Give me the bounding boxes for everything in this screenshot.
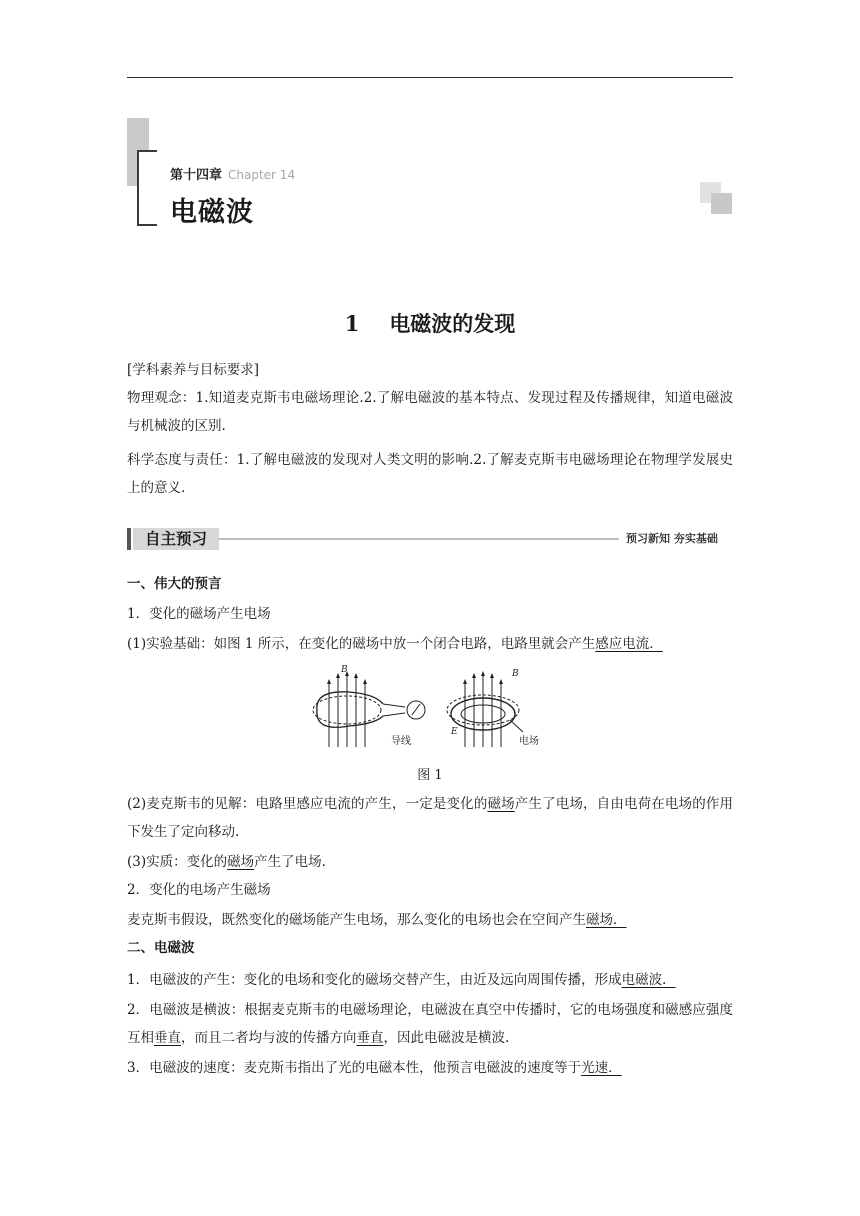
blank-answer: 磁场 xyxy=(487,796,515,812)
part1-sub2: 2．变化的电场产生磁场 xyxy=(127,882,271,898)
figure-label-efield: 电场 xyxy=(519,736,539,747)
section-title xyxy=(0,308,860,338)
blank-answer: 垂直 xyxy=(154,1030,181,1046)
part2-item-3: 3．电磁波的速度：麦克斯韦指出了光的电磁本性，他预言电磁波的速度等于光速． xyxy=(127,1060,622,1076)
maxwell-hypothesis: 麦克斯韦假设，既然变化的磁场能产生电场，那么变化的电场也会在空间产生磁场． xyxy=(127,912,627,928)
figure-label-b-right: B xyxy=(512,669,519,679)
maxwell-view: (2)麦克斯韦的见解：电路里感应电流的产生，一定是变化的磁场产生了电场，自由电荷在电场的作用下发生了定向移动. xyxy=(127,796,734,840)
preview-bar-label: 自主预习 xyxy=(133,528,219,550)
figure-caption: 图 1 xyxy=(417,768,443,783)
chapter-decoration-frame xyxy=(137,150,157,226)
goals-line-2: 科学态度与责任：1.了解电磁波的发现对人类文明的影响.2.了解麦克斯韦电磁场理论在物理学发展史上的意义. xyxy=(127,452,733,496)
experiment-basis: (1)实验基础：如图 1 所示，在变化的磁场中放一个闭合电路，电路里就会产生感应电流． xyxy=(127,636,663,652)
blank-answer: 电磁波． xyxy=(621,972,676,988)
section-number: 1 xyxy=(344,311,360,336)
chapter-label-en: Chapter 14 xyxy=(228,168,296,182)
decoration-square-dark xyxy=(711,193,732,214)
part2-item-1: 1．电磁波的产生：变化的电场和变化的磁场交替产生，由近及远向周围传播，形成电磁波． xyxy=(127,972,676,988)
figure-label-e: E xyxy=(451,727,458,737)
chapter-title: 电磁波 xyxy=(170,197,254,228)
figure-1-diagram xyxy=(305,662,545,752)
blank-answer: 磁场 xyxy=(227,854,255,870)
goals-line-1: 物理观念：1.知道麦克斯韦电磁场理论.2.了解电磁波的基本特点、发现过程及传播规律，知道电磁波与机械波的区别. xyxy=(127,390,733,434)
part1-heading: 一、伟大的预言 xyxy=(127,576,222,592)
preview-bar-accent xyxy=(127,528,131,550)
header-rule xyxy=(127,77,733,78)
figure-label-b-left: B xyxy=(341,665,348,675)
part1-sub1: 1．变化的磁场产生电场 xyxy=(127,606,271,622)
chapter-label: 第十四章 Chapter 14 xyxy=(170,168,296,183)
part2-item-2: 2．电磁波是横波：根据麦克斯韦的电磁场理论，电磁波在真空中传播时，它的电场强度和磁感应强度互相垂直，而且二者均与波的传播方向垂直，因此电磁波是横波. xyxy=(127,1002,733,1046)
blank-answer: 感应电流． xyxy=(595,636,663,652)
essence: (3)实质：变化的磁场产生了电场. xyxy=(127,854,326,870)
goals-header: [学科素养与目标要求] xyxy=(127,362,260,378)
preview-bar-tagline: 预习新知 夯实基础 xyxy=(626,532,718,545)
part2-heading: 二、电磁波 xyxy=(127,940,195,956)
blank-answer: 垂直 xyxy=(356,1030,384,1046)
blank-answer: 光速． xyxy=(581,1060,622,1076)
figure-label-wire: 导线 xyxy=(391,736,411,747)
blank-answer: 磁场． xyxy=(586,912,627,928)
section-title-text: 电磁波的发现 xyxy=(389,312,516,336)
preview-bar-line xyxy=(219,538,619,540)
